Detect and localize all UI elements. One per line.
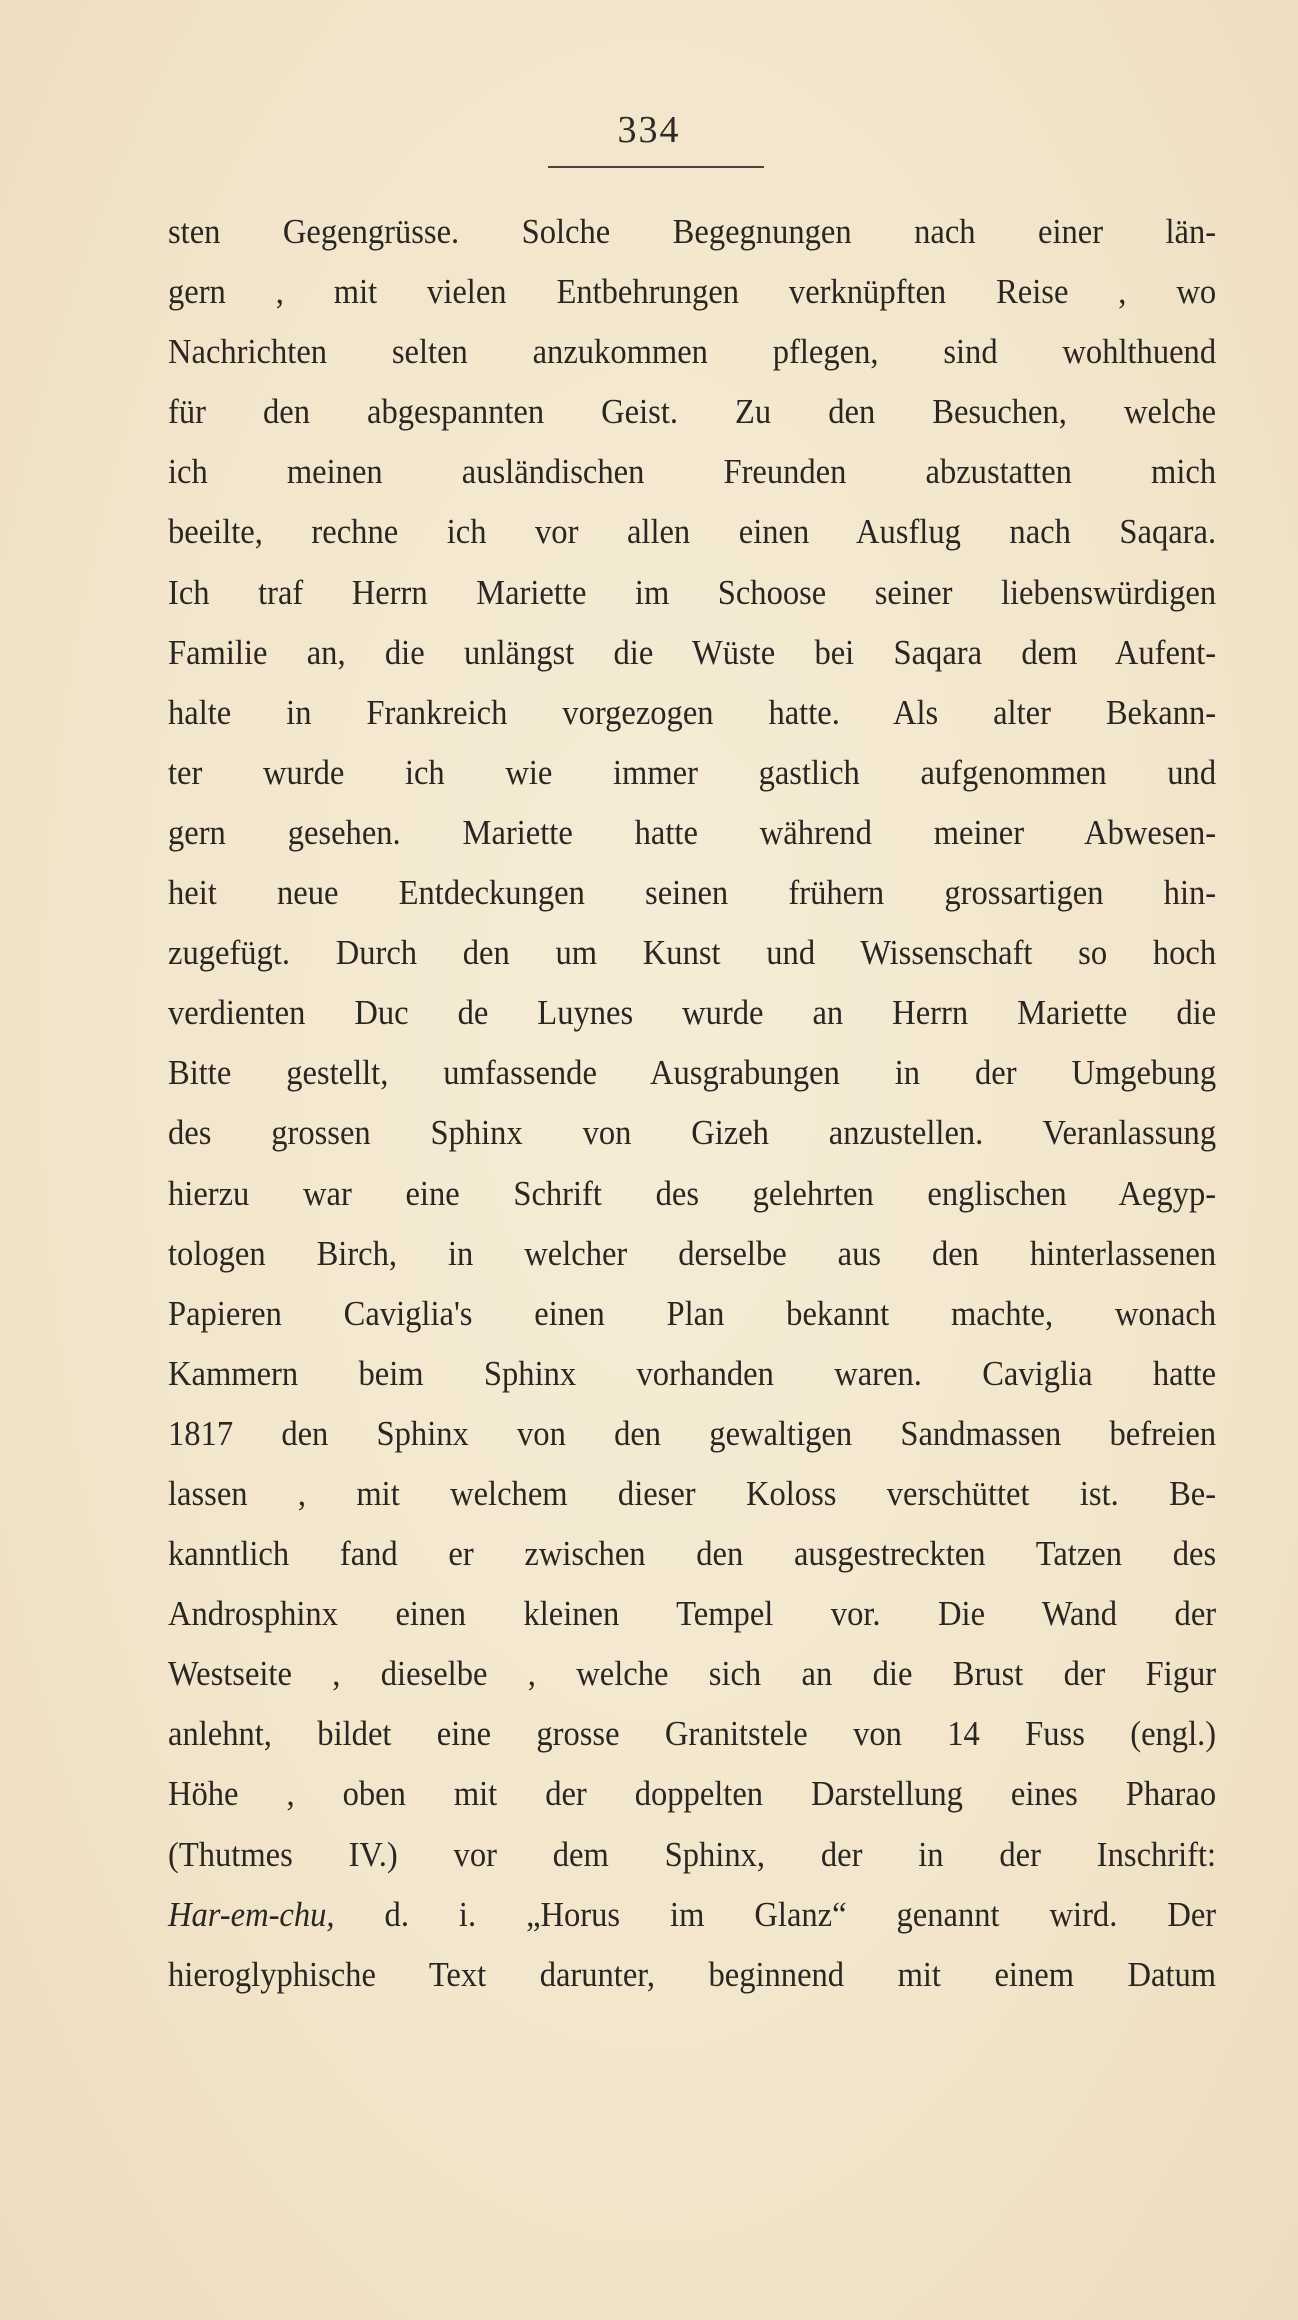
- text-line: lassen , mit welchem dieser Koloss verschüttet ist. Be-: [168, 1473, 1217, 1513]
- body-text: [168, 202, 1216, 2005]
- text-line: Ich traf Herrn Mariette im Schoose seiner liebenswürdigen: [168, 572, 1217, 612]
- text-line: Nachrichten selten anzukommen pflegen, sind wohlthuend: [168, 332, 1217, 372]
- text-line-last: hieroglyphische Text darunter, beginnend mit einem Datum: [168, 1954, 1217, 1994]
- text-line: Androsphinx einen kleinen Tempel vor. Die Wand der: [168, 1594, 1217, 1634]
- text-line: Papieren Caviglia's einen Plan bekannt machte, wonach: [168, 1293, 1217, 1333]
- text-line: halte in Frankreich vorgezogen hatte. Als alter Bekann-: [168, 692, 1217, 732]
- text-line: sten Gegengrüsse. Solche Begegnungen nach einer län-: [168, 212, 1217, 251]
- text-line: Höhe , oben mit der doppelten Darstellung eines Pharao: [168, 1774, 1217, 1814]
- text-line: (Thutmes IV.) vor dem Sphinx, der in der Inschrift:: [168, 1834, 1217, 1874]
- text-line: zugefügt. Durch den um Kunst und Wissenschaft so hoch: [168, 933, 1217, 973]
- page-number: 334: [617, 109, 681, 151]
- header-rule: [548, 166, 764, 168]
- text-line: Familie an, die unlängst die Wüste bei Saqara dem Aufent-: [168, 632, 1217, 672]
- text-line: Kammern beim Sphinx vorhanden waren. Caviglia hatte: [168, 1353, 1217, 1393]
- italic-term: Har-em-chu,: [168, 1894, 335, 1934]
- text-line-italic: [168, 1885, 1216, 1945]
- text-line: beeilte, rechne ich vor allen einen Ausflug nach Saqara.: [168, 512, 1217, 552]
- text-line: ter wurde ich wie immer gastlich aufgenommen und: [168, 752, 1217, 792]
- text-line: Westseite , dieselbe , welche sich an die Brust der Figur: [168, 1654, 1217, 1694]
- text-line: gern gesehen. Mariette hatte während meiner Abwesen-: [168, 812, 1217, 852]
- text-line: verdienten Duc de Luynes wurde an Herrn Mariette die: [168, 993, 1217, 1033]
- text-line: für den abgespannten Geist. Zu den Besuchen, welche: [168, 392, 1217, 432]
- text-line: hierzu war eine Schrift des gelehrten englischen Aegyp-: [168, 1173, 1217, 1213]
- text-line: des grossen Sphinx von Gizeh anzustellen. Veranlassung: [168, 1113, 1217, 1153]
- text-line: anlehnt, bildet eine grosse Granitstele von 14 Fuss (engl.): [168, 1714, 1217, 1754]
- text-line: Bitte gestellt, umfassende Ausgrabungen in der Umgebung: [168, 1053, 1217, 1093]
- text-line: tologen Birch, in welcher derselbe aus den hinterlassenen: [168, 1233, 1217, 1273]
- text-line: 1817 den Sphinx von den gewaltigen Sandmassen befreien: [168, 1413, 1217, 1453]
- italic-line-rest: d. i. „Horus im Glanz“ genannt wird. Der: [334, 1894, 1217, 1934]
- text-line: heit neue Entdeckungen seinen frühern grossartigen hin-: [168, 873, 1217, 913]
- text-line: gern , mit vielen Entbehrungen verknüpften Reise , wo: [168, 272, 1217, 312]
- text-line: ich meinen ausländischen Freunden abzustatten mich: [168, 452, 1217, 492]
- text-line: kanntlich fand er zwischen den ausgestreckten Tatzen des: [168, 1534, 1217, 1574]
